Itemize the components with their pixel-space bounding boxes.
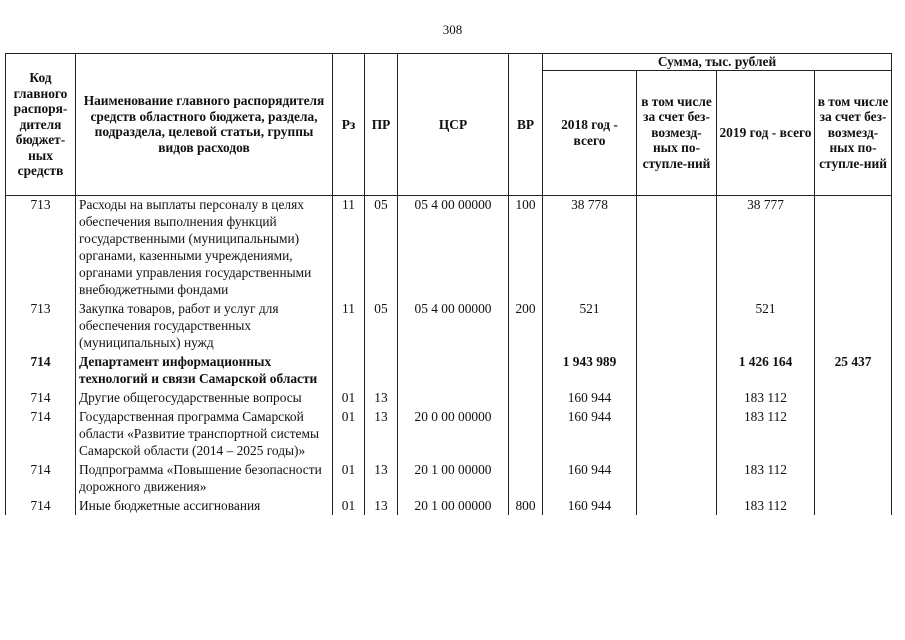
name-cell: Расходы на выплаты персоналу в целях обеспечения выполнения функций государственными (муниципальными) органами, казенными учреждениями, органами управления государственными внебюджетными фондами (76, 195, 333, 299)
table-body (6, 195, 892, 515)
code-cell: 713 (6, 195, 76, 299)
rz-cell: 01 (333, 460, 365, 496)
csr-cell: 05 4 00 00000 (398, 195, 509, 299)
amount-2019-total: 521 (717, 299, 815, 352)
name-cell: Закупка товаров, работ и услуг для обеспечения государственных (муниципальных) нужд (76, 299, 333, 352)
rz-cell (333, 352, 365, 388)
amount-2018-total: 160 944 (543, 407, 637, 460)
vr-cell: 100 (509, 195, 543, 299)
name-cell: Другие общегосударственные вопросы (76, 388, 333, 407)
amount-2018-gratuitous (637, 195, 717, 299)
table-row (6, 352, 892, 388)
header-2018-gratuitous: в том числе за счет без-возмезд-ных по-ступле-ний (637, 70, 717, 195)
csr-cell: 20 1 00 00000 (398, 460, 509, 496)
table-row (6, 460, 892, 496)
header-code: Код главного распоря-дителя бюджет-ных средств (6, 54, 76, 196)
header-sum-group: Сумма, тыс. рублей (543, 54, 892, 71)
vr-cell: 800 (509, 496, 543, 515)
csr-cell: 20 1 00 00000 (398, 496, 509, 515)
vr-cell (509, 388, 543, 407)
amount-2019-total: 183 112 (717, 496, 815, 515)
amount-2019-total: 38 777 (717, 195, 815, 299)
code-cell: 713 (6, 299, 76, 352)
name-cell: Подпрограмма «Повышение безопасности дорожного движения» (76, 460, 333, 496)
header-2019-gratuitous: в том числе за счет без-возмезд-ных по-ступле-ний (815, 70, 892, 195)
amount-2019-gratuitous (815, 299, 892, 352)
amount-2018-total: 160 944 (543, 388, 637, 407)
code-cell: 714 (6, 388, 76, 407)
rz-cell: 11 (333, 299, 365, 352)
amount-2019-gratuitous (815, 460, 892, 496)
amount-2018-gratuitous (637, 352, 717, 388)
amount-2018-gratuitous (637, 299, 717, 352)
amount-2019-gratuitous (815, 407, 892, 460)
amount-2019-total: 183 112 (717, 388, 815, 407)
rz-cell: 01 (333, 407, 365, 460)
table-header (6, 54, 892, 196)
amount-2018-total: 521 (543, 299, 637, 352)
rz-cell: 01 (333, 496, 365, 515)
vr-cell (509, 407, 543, 460)
code-cell: 714 (6, 352, 76, 388)
pr-cell (365, 352, 398, 388)
table-row (6, 496, 892, 515)
pr-cell: 13 (365, 460, 398, 496)
amount-2018-gratuitous (637, 407, 717, 460)
pr-cell: 13 (365, 496, 398, 515)
pr-cell: 05 (365, 299, 398, 352)
vr-cell (509, 352, 543, 388)
amount-2019-total: 183 112 (717, 407, 815, 460)
csr-cell (398, 388, 509, 407)
csr-cell: 20 0 00 00000 (398, 407, 509, 460)
pr-cell: 05 (365, 195, 398, 299)
name-cell: Иные бюджетные ассигнования (76, 496, 333, 515)
table-row (6, 195, 892, 299)
amount-2019-gratuitous: 25 437 (815, 352, 892, 388)
amount-2018-total: 160 944 (543, 460, 637, 496)
amount-2018-gratuitous (637, 460, 717, 496)
table-row (6, 407, 892, 460)
amount-2018-gratuitous (637, 496, 717, 515)
amount-2018-total: 1 943 989 (543, 352, 637, 388)
header-2018-total: 2018 год - всего (543, 70, 637, 195)
amount-2018-total: 160 944 (543, 496, 637, 515)
table-row (6, 388, 892, 407)
name-cell: Департамент информационных технологий и связи Самарской области (76, 352, 333, 388)
pr-cell: 13 (365, 388, 398, 407)
header-pr: ПР (365, 54, 398, 196)
csr-cell (398, 352, 509, 388)
csr-cell: 05 4 00 00000 (398, 299, 509, 352)
amount-2019-gratuitous (815, 388, 892, 407)
code-cell: 714 (6, 407, 76, 460)
code-cell: 714 (6, 460, 76, 496)
name-cell: Государственная программа Самарской области «Развитие транспортной системы Самарской области (2014 – 2025 годы)» (76, 407, 333, 460)
pr-cell: 13 (365, 407, 398, 460)
amount-2019-gratuitous (815, 195, 892, 299)
amount-2018-total: 38 778 (543, 195, 637, 299)
header-name: Наименование главного распорядителя средств областного бюджета, раздела, подраздела, целевой статьи, группы видов расходов (76, 54, 333, 196)
rz-cell: 11 (333, 195, 365, 299)
amount-2019-gratuitous (815, 496, 892, 515)
header-rz: Рз (333, 54, 365, 196)
rz-cell: 01 (333, 388, 365, 407)
page-number: 308 (442, 22, 463, 37)
amount-2019-total: 1 426 164 (717, 352, 815, 388)
header-csr: ЦСР (398, 54, 509, 196)
budget-table (5, 53, 892, 515)
vr-cell (509, 460, 543, 496)
table-row (6, 299, 892, 352)
vr-cell: 200 (509, 299, 543, 352)
header-vr: ВР (509, 54, 543, 196)
header-2019-total: 2019 год - всего (717, 70, 815, 195)
amount-2018-gratuitous (637, 388, 717, 407)
amount-2019-total: 183 112 (717, 460, 815, 496)
code-cell: 714 (6, 496, 76, 515)
